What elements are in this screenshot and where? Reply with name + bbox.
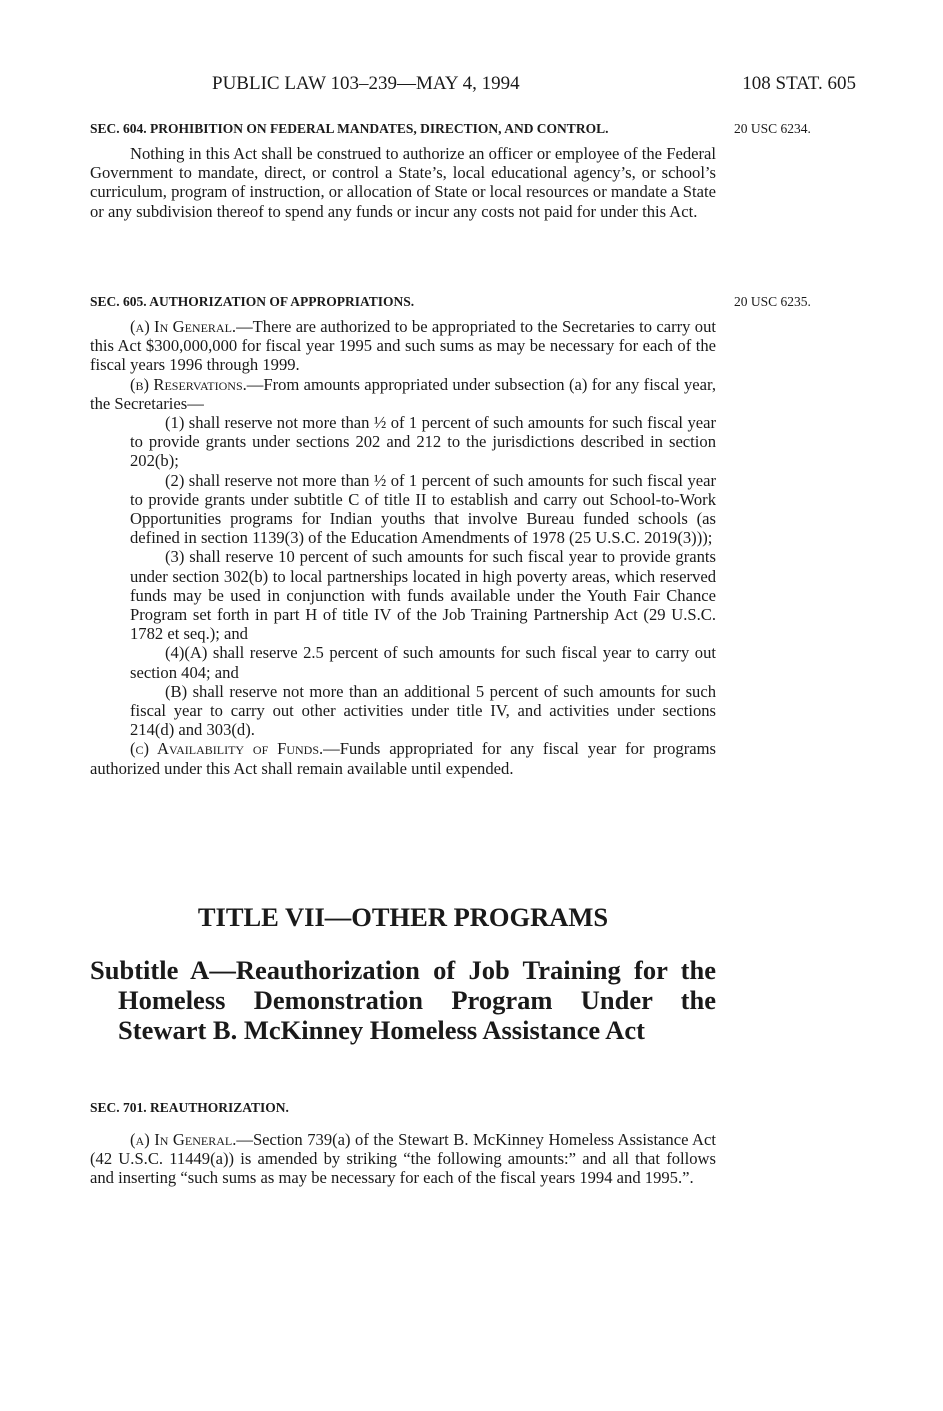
section-605-b3: (3) shall reserve 10 percent of such amounts for such fiscal year to provide grants under section 302(b) to local partnerships located in high poverty areas, which reserved funds may be used in conjunction with funds available under the Youth Fair Chance Program set forth in part H of title IV of the Job Training Partnership Act (29 U.S.C. 1782 et seq.); and (130, 547, 716, 644)
header-stat-page: 108 STAT. 605 (742, 73, 856, 94)
subtitle-a-heading: Subtitle A—Reauthorization of Job Training for the Homeless Demonstration Program Under the Stewart B. McKinney Homeless Assistance Act (90, 955, 716, 1045)
section-701-a (90, 1130, 716, 1188)
header-law-citation: PUBLIC LAW 103–239—MAY 4, 1994 (212, 73, 520, 94)
margin-note-sec604: 20 USC 6234. (734, 121, 811, 136)
section-605-b-text: —From amounts appropriated under subsection (a) for any fiscal year, the Secretaries— (90, 374, 716, 413)
section-605 (90, 293, 716, 778)
section-605-a-text: —There are authorized to be appropriated to the Secretaries to carry out this Act $300,000,000 for fiscal year 1995 and such sums as may be necessary for each of the fiscal years 1996 through 1999. (90, 317, 716, 375)
title-vii-heading: TITLE VII—OTHER PROGRAMS (197, 902, 609, 932)
section-701 (90, 1099, 716, 1188)
section-605-c-text: —Funds appropriated for any fiscal year for programs authorized under this Act shall remain available until expended. (90, 739, 716, 778)
section-701-heading: SEC. 701. REAUTHORIZATION. (90, 1100, 289, 1115)
section-604-heading: SEC. 604. PROHIBITION ON FEDERAL MANDATES, DIRECTION, AND CONTROL. (90, 121, 609, 136)
section-605-a (90, 317, 716, 375)
section-605-b (90, 375, 716, 413)
section-701-a-text: —Section 739(a) of the Stewart B. McKinney Homeless Assistance Act (42 U.S.C. 11449(a)) is amended by striking “the following amounts:” and all that follows and inserting “such sums as may be necessary for each of the fiscal years 1994 and 1995.”. (90, 1130, 716, 1188)
section-605-a-label: (a) In General. (130, 317, 237, 336)
section-605-b2: (2) shall reserve not more than ½ of 1 percent of such amounts for such fiscal year to provide grants under subtitle C of title II to establish and carry out School-to-Work Opportunities programs for Indian youths that involve Bureau funded schools (as defined in section 1139(3) of the Education Amendments of 1978 (25 U.S.C. 2019(3))); (130, 470, 716, 548)
section-605-b-paragraphs (90, 413, 716, 739)
section-605-heading: SEC. 605. AUTHORIZATION OF APPROPRIATIONS. (90, 294, 415, 309)
section-605-b1: (1) shall reserve not more than ½ of 1 percent of such amounts for such fiscal year to provide grants under sections 202 and 212 to the jurisdictions described in section 202(b); (130, 413, 716, 471)
section-605-b4b: (B) shall reserve not more than an additional 5 percent of such amounts for such fiscal year to carry out other activities under title IV, and activities under sections 214(d) and 303(d). (130, 681, 716, 740)
section-605-c-label: (c) Availability of Funds. (130, 739, 324, 759)
section-604 (90, 120, 716, 221)
margin-note-sec605: 20 USC 6235. (734, 294, 811, 309)
section-605-b4a: (4)(A) shall reserve 2.5 percent of such amounts for such fiscal year to carry out section 404; and (130, 643, 716, 682)
section-605-c (90, 739, 716, 777)
section-701-a-label: (a) In General. (130, 1130, 237, 1149)
section-605-b-label: (b) Reservations. (130, 374, 247, 394)
section-604-text: Nothing in this Act shall be construed to authorize an officer or employee of the Federal Government to mandate, direct, or control a State’s, local educational agency’s, or school’s curriculum, program of instruction, or allocation of State or local resources or mandate a State or any subdivision thereof to spend any funds or incur any costs not paid for under this Act. (90, 144, 716, 221)
